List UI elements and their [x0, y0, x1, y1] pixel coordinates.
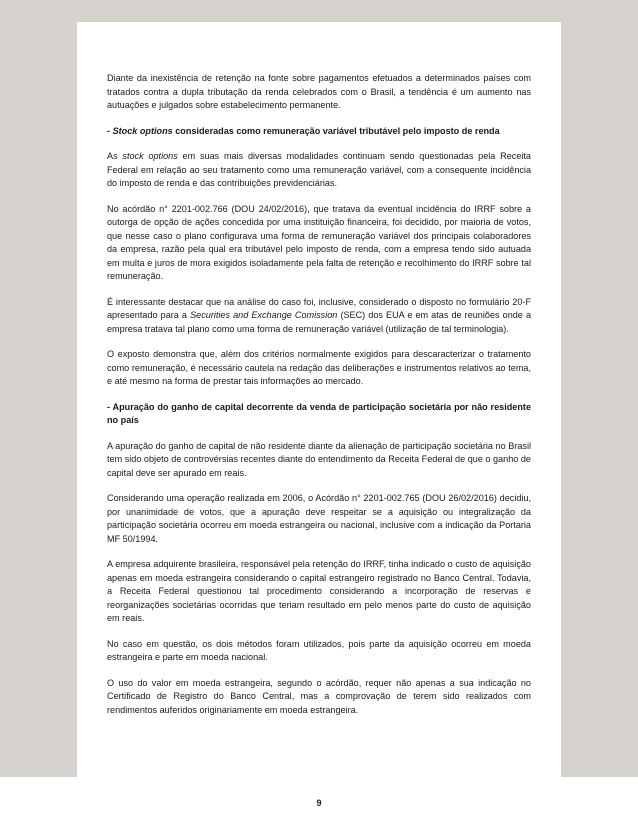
paragraph-acordao-2201-002765: [107, 492, 531, 546]
paragraph-text: em suas mais diversas modalidades continuam sendo questionadas pela Receita Federal em relação ao seu tratamento como uma remuneração variável, com a consequente incidência do imposto de renda e das contribuições previdenciárias.: [107, 151, 531, 188]
heading-emphasis: Stock options: [112, 125, 173, 136]
page-content: [107, 72, 531, 729]
paragraph-stock-options-intro: [107, 150, 531, 191]
paragraph-emphasis: stock options: [122, 151, 178, 161]
page-number: 9: [316, 798, 322, 808]
paragraph-form-20f: [107, 296, 531, 337]
paragraph-text: O exposto demonstra que, além dos critérios normalmente exigidos para descaracterizar o tratamento como remuneração, é necessário cautela na redação das deliberações e instrumentos relativos ao tema, e até mesmo na forma de prestar tais informações ao mercado.: [107, 349, 531, 386]
paragraph-text: As: [107, 151, 123, 161]
heading-text: - Apuração do ganho de capital decorrente da venda de participação societária por não residente no país: [107, 401, 531, 425]
paragraph-emphasis: Securities and Exchange Comission: [190, 310, 338, 320]
paragraph-caution: [107, 348, 531, 389]
document-page: [77, 22, 561, 777]
heading-capital-gain: [107, 401, 531, 428]
heading-prefix: -: [107, 125, 113, 136]
paragraph-text: O uso do valor em moeda estrangeira, segundo o acórdão, requer não apenas a sua indicação no Certificado de Registro do Banco Central, mas a comprovação de terem sido realizados com rendimentos auferidos originariamente em moeda estrangeira.: [107, 677, 531, 715]
heading-text: consideradas como remuneração variável tributável pelo imposto de renda: [172, 125, 500, 136]
paragraph-text: No caso em questão, os dois métodos foram utilizados, pois parte da aquisição ocorreu em moeda estrangeira e parte em moeda nacional.: [107, 638, 531, 662]
heading-stock-options: [107, 125, 531, 139]
paragraph-permanent-establishment: [107, 72, 531, 113]
paragraph-text: No acórdão n° 2201-002.766 (DOU 24/02/2016), que tratava da eventual incidência do IRRF sobre a outorga de opção de ações concedida por uma instituição financeira, foi decidido, por maioria de votos, que nesse caso o plano configurava uma forma de remuneração variável dos principais colaboradores da empresa, razão pela qual era tributável pelo imposto de renda, com a empresa tendo sido autuada em multa e juros de mora exigidos isoladamente pela falta de retenção e recolhimento do IRRF sobre tal remuneração.: [107, 203, 531, 281]
paragraph-text: É interessante destacar que na análise do caso foi, inclusive, considerado o disposto no formulário 20-F apresentado para a: [107, 296, 531, 320]
paragraph-capital-gain-intro: [107, 440, 531, 481]
paragraph-two-methods: [107, 638, 531, 665]
paragraph-text: A apuração do ganho de capital de não residente diante da alienação de participação societária no Brasil tem sido objeto de controvérsias recentes diante do entendimento da Receita Federal de que o ganho de capital deve ser apurado em reais.: [107, 440, 531, 478]
paragraph-text: A empresa adquirente brasileira, responsável pela retenção do IRRF, tinha indicado o custo de aquisição apenas em moeda estrangeira considerando o capital estrangeiro registrado no Banco Central. Todavia, a Receita Federal questionou tal procedimento considerando a incorporação de reservas e reorganizações societárias ocorridas que teriam resultado em pelo menos parte do custo de aquisição em reais.: [107, 559, 531, 623]
paragraph-text: Diante da inexistência de retenção na fonte sobre pagamentos efetuados a determinados países com tratados contra a dupla tributação da renda celebrados com o Brasil, a tendência é um aumento nas autuações e julgados sobre estabelecimento permanente.: [107, 73, 531, 110]
paragraph-text: Considerando uma operação realizada em 2006, o Acórdão n° 2201-002.765 (DOU 26/02/2016) decidiu, por unanimidade de votos, que a apuração deve respeitar se a aquisição ou integralização da participação societária ocorreu em moeda estrangeira ou nacional, inclusive com a indicação da Portaria MF 50/1994.: [107, 493, 531, 544]
paragraph-foreign-currency: [107, 677, 531, 718]
paragraph-acordao-2201-002766: [107, 203, 531, 284]
paragraph-text: (SEC) dos EUA e em atas de reuniões onde a empresa tratava tal plano como uma forma de remuneração variável (utilização de tal terminologia).: [107, 310, 532, 334]
paragraph-acquiring-company: [107, 558, 531, 626]
